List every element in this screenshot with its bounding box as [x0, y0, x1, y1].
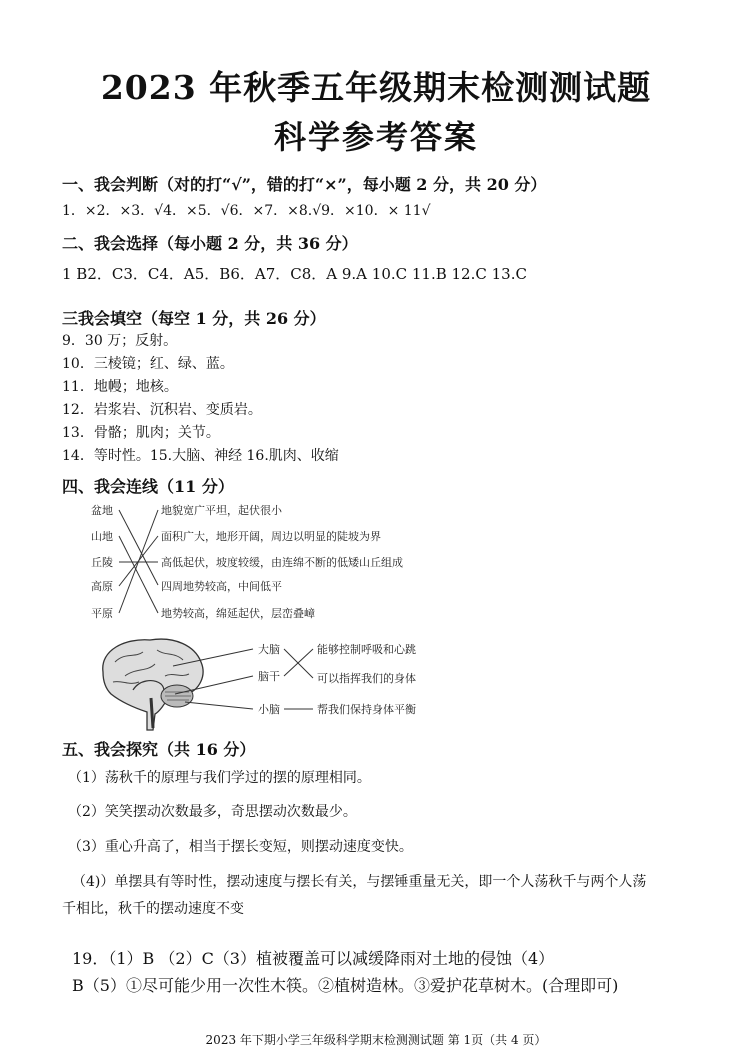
document-subtitle: 科学参考答案	[273, 118, 478, 156]
section5-line: （1）荡秋千的原理与我们学过的摆的原理相同。	[68, 770, 371, 786]
section4-heading: 四、我会连线（11 分）	[62, 477, 234, 496]
section3-line: 10．三棱镜；红、绿、蓝。	[62, 356, 234, 372]
landform-label: 盆地	[91, 504, 113, 517]
page-footer: 2023 年下期小学三年级科学期末检测测试题 第 1页（共 4 页）	[205, 1033, 547, 1047]
brain-part-label: 脑干	[258, 670, 280, 683]
section5-line: （4)）单摆具有等时性，摆动速度与摆长有关，与摆锤重量无关，即一个人荡秋千与两个人荡	[72, 874, 647, 890]
section5-line: （2）笑笑摆动次数最多，奇思摆动次数最少。	[68, 804, 357, 820]
brain-function-label: 帮我们保持身体平衡	[317, 703, 416, 716]
section2-answers: 1 B2．C3．C4．A5．B6．A7．C8．A 9.A 10.C 11.B 12.C 13.C	[62, 265, 527, 283]
feature-label: 面积广大，地形开阔，周边以明显的陡坡为界	[161, 530, 381, 543]
document-title: 2023 年秋季五年级期末检测测试题	[100, 68, 652, 107]
feature-label: 地貌宽广平坦，起伏很小	[161, 504, 282, 517]
section5-line: 千相比，秋千的摆动速度不变	[62, 901, 244, 917]
feature-label: 高低起伏，坡度较缓，由连绵不断的低矮山丘组成	[161, 556, 403, 569]
section3-heading: 三我会填空（每空 1 分，共 26 分）	[62, 309, 326, 328]
brain-function-label: 可以指挥我们的身体	[317, 672, 416, 685]
section3-line: 13．骨骼；肌肉；关节。	[62, 425, 220, 441]
section3-line: 11．地幔；地核。	[62, 379, 178, 395]
brain-matching-diagram	[95, 632, 445, 737]
section5-line: （3）重心升高了，相当于摆长变短，则摆动速度变快。	[68, 839, 413, 855]
section3-line: 12．岩浆岩、沉积岩、变质岩。	[62, 402, 262, 418]
brain-illustration-icon	[103, 639, 203, 730]
section5-heading: 五、我会探究（共 16 分）	[62, 740, 256, 759]
landform-label: 山地	[91, 530, 113, 543]
landform-matching-diagram	[85, 500, 445, 625]
section2-heading: 二、我会选择（每小题 2 分，共 36 分）	[62, 234, 358, 253]
q19-line2: B（5）①尽可能少用一次性木筷。②植树造林。③爱护花草树木。(合理即可)	[72, 976, 619, 995]
landform-label: 高原	[91, 580, 113, 593]
landform-label: 平原	[91, 607, 113, 620]
brain-function-label: 能够控制呼吸和心跳	[317, 643, 416, 656]
pointer-line	[185, 702, 253, 709]
q19-line1: 19．（1）B （2）C（3）植被覆盖可以减缓降雨对土地的侵蚀（4）	[72, 949, 555, 968]
brain-part-label: 大脑	[258, 643, 280, 656]
feature-label: 地势较高，绵延起伏，层峦叠嶂	[161, 607, 315, 620]
section3-line: 14．等时性。15.大脑、神经 16.肌肉、收缩	[62, 448, 339, 464]
brain-part-label: 小脑	[258, 703, 280, 716]
feature-label: 四周地势较高，中间低平	[161, 580, 282, 593]
section1-answers: 1．×2．×3．√4．×5．√6．×7．×8.√9．×10．× 11√	[62, 203, 431, 219]
section3-line: 9．30 万；反射。	[62, 333, 178, 349]
section1-heading: 一、我会判断（对的打“√”，错的打“×”，每小题 2 分，共 20 分）	[62, 175, 547, 194]
landform-label: 丘陵	[91, 556, 113, 569]
